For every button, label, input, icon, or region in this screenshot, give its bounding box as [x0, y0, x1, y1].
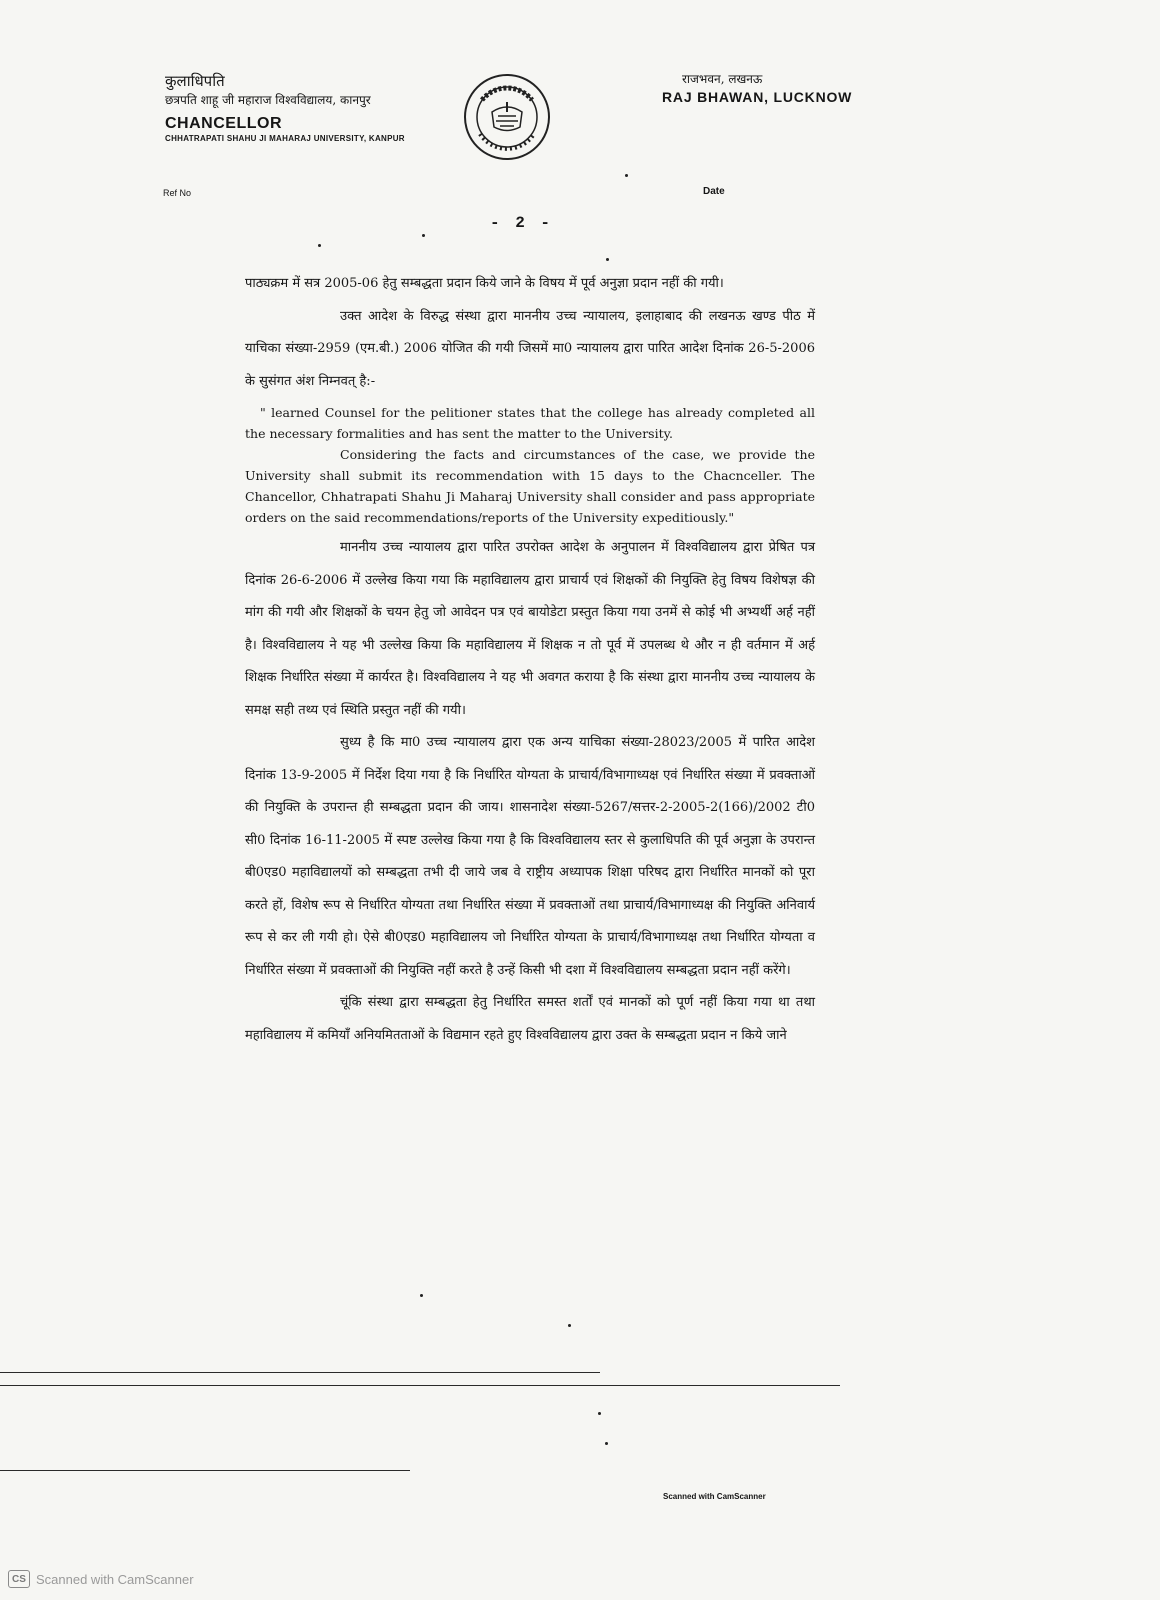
scan-speck	[568, 1324, 571, 1327]
scan-speck	[606, 258, 609, 261]
scan-speck	[605, 1442, 608, 1445]
scan-speck	[420, 1294, 423, 1297]
letter-body	[245, 268, 815, 1052]
scan-speck	[422, 234, 425, 237]
paragraph-2: उक्त आदेश के विरुद्ध संस्था द्वारा माननीय उच्च न्यायालय, इलाहाबाद की लखनऊ खण्ड पीठ में याचिका संख्या-2959 (एम.बी.) 2006 योजित की गयी जिसमें मा0 न्यायालय द्वारा पारित आदेश दिनांक 26-5-2006 के सुसंगत अंश निम्नवत् है:-	[245, 308, 815, 389]
scan-speck	[318, 244, 321, 247]
court-quote-2: Considering the facts and circumstances of the case, we provide the University shall submit its recommendation with 15 days to the Chacnceller. The Chancellor, Chhatrapati Shahu Ji Maharaj University shall consider and pass appropriate orders on the said recommendations/reports of the University expeditiously."	[245, 447, 815, 525]
paragraph-5: चूंकि संस्था द्वारा सम्बद्धता हेतु निर्धारित समस्त शर्तों एवं मानकों को पूर्ण नहीं किया गया था तथा महाविद्यालय में कमियाँ अनियमितताओं के विद्यमान रहते हुए विश्वविद्यालय द्वारा उक्त के सम्बद्धता प्रदान न किये जाने	[245, 995, 815, 1043]
university-seal-icon	[462, 72, 552, 162]
hindi-university: छत्रपति शाहू जी महाराज विश्वविद्यालय, कानपुर	[165, 92, 371, 107]
letterhead-right	[662, 72, 852, 106]
chancellor-title: CHANCELLOR	[165, 114, 282, 132]
paragraph-4: सुध्य है कि मा0 उच्च न्यायालय द्वारा एक अन्य याचिका संख्या-28023/2005 में पारित आदेश दिनांक 13-9-2005 में निर्देश दिया गया है कि निर्धारित योग्यता के प्राचार्य/विभागाध्यक्ष एवं निर्धारित संख्या में प्रवक्ताओं की नियुक्ति के उपरान्त ही सम्बद्धता प्रदान की जाय। शासनादेश संख्या-5267/सत्तर-2-2005-2(166)/2002 टी0 सी0 दिनांक 16-11-2005 में स्पष्ट उल्लेख किया गया है कि विश्वविद्यालय स्तर से कुलाधिपति की पूर्व अनुज्ञा के उपरान्त बी0एड0 महाविद्यालयों को सम्बद्धता तभी दी जाये जब वे राष्ट्रीय अध्यापक शिक्षा परिषद द्वारा निर्धारित मानकों को पूरा करते हों, विशेष रूप से निर्धारित योग्यता तथा निर्धारित संख्या में प्रवक्ताओं तथा प्राचार्य/विभागाध्यक्ष की नियुक्ति अनिवार्य रूप से कर ली गयी हो। ऐसे बी0एड0 महाविद्यालय जो निर्धारित योग्यता के प्राचार्य/विभागाध्यक्ष तथा निर्धारित योग्यता व निर्धारित संख्या में प्रवक्ताओं की नियुक्ति नहीं करते है उन्हें किसी भी दशा में विश्वविद्यालय सम्बद्धता प्रदान नहीं करेंगे।	[245, 735, 815, 978]
raj-bhawan-english: RAJ BHAWAN, LUCKNOW	[662, 88, 853, 105]
camscanner-footer-text: Scanned with CamScanner	[36, 1571, 194, 1587]
page-number: - 2 -	[490, 214, 554, 232]
raj-bhawan-hindi: राजभवन, लखनऊ	[682, 72, 763, 86]
paragraph-3: माननीय उच्च न्यायालय द्वारा पारित उपरोक्त आदेश के अनुपालन में विश्वविद्यालय द्वारा प्रेषित पत्र दिनांक 26-6-2006 में उल्लेख किया गया कि महाविद्यालय द्वारा प्राचार्य एवं शिक्षकों की नियुक्ति हेतु विषय विशेषज्ञ की मांग की गयी और शिक्षकों के चयन हेतु जो आवेदन पत्र एवं बायोडेटा प्रस्तुत किया गया उनमें से कोई भी अभ्यर्थी अर्ह नहीं है। विश्वविद्यालय ने यह भी उल्लेख किया कि महाविद्यालय में शिक्षक न तो पूर्व में उपलब्ध थे और न ही वर्तमान में अर्ह शिक्षक निर्धारित संख्या में कार्यरत है। विश्वविद्यालय ने यह भी अवगत कराया है कि संस्था द्वारा माननीय उच्च न्यायालय के समक्ष सही तथ्य एवं स्थिति प्रस्तुत नहीं की गयी।	[245, 540, 815, 718]
scan-line-1	[0, 1372, 600, 1373]
court-quote-1: " learned Counsel for the pelitioner states that the college has already completed all the necessary formalities and has sent the matter to the University.	[245, 405, 815, 441]
university-name: CHHATRAPATI SHAHU JI MAHARAJ UNIVERSITY, KANPUR	[165, 133, 405, 143]
scan-speck	[625, 174, 628, 177]
scan-line-2	[0, 1385, 840, 1386]
date-label: Date	[703, 186, 725, 197]
camscanner-footer	[8, 1570, 194, 1588]
hindi-title: कुलाधिपति	[165, 72, 225, 90]
camscanner-watermark: Scanned with CamScanner	[663, 1492, 766, 1501]
camscanner-logo-icon: CS	[8, 1570, 30, 1588]
ref-no-label: Ref No	[163, 188, 192, 198]
scan-speck	[598, 1412, 601, 1415]
paragraph-1: पाठ्यक्रम में सत्र 2005-06 हेतु सम्बद्धता प्रदान किये जाने के विषय में पूर्व अनुज्ञा प्रदान नहीं की गयी।	[245, 276, 724, 291]
scan-line-3	[0, 1470, 410, 1471]
letterhead-left	[165, 72, 405, 144]
